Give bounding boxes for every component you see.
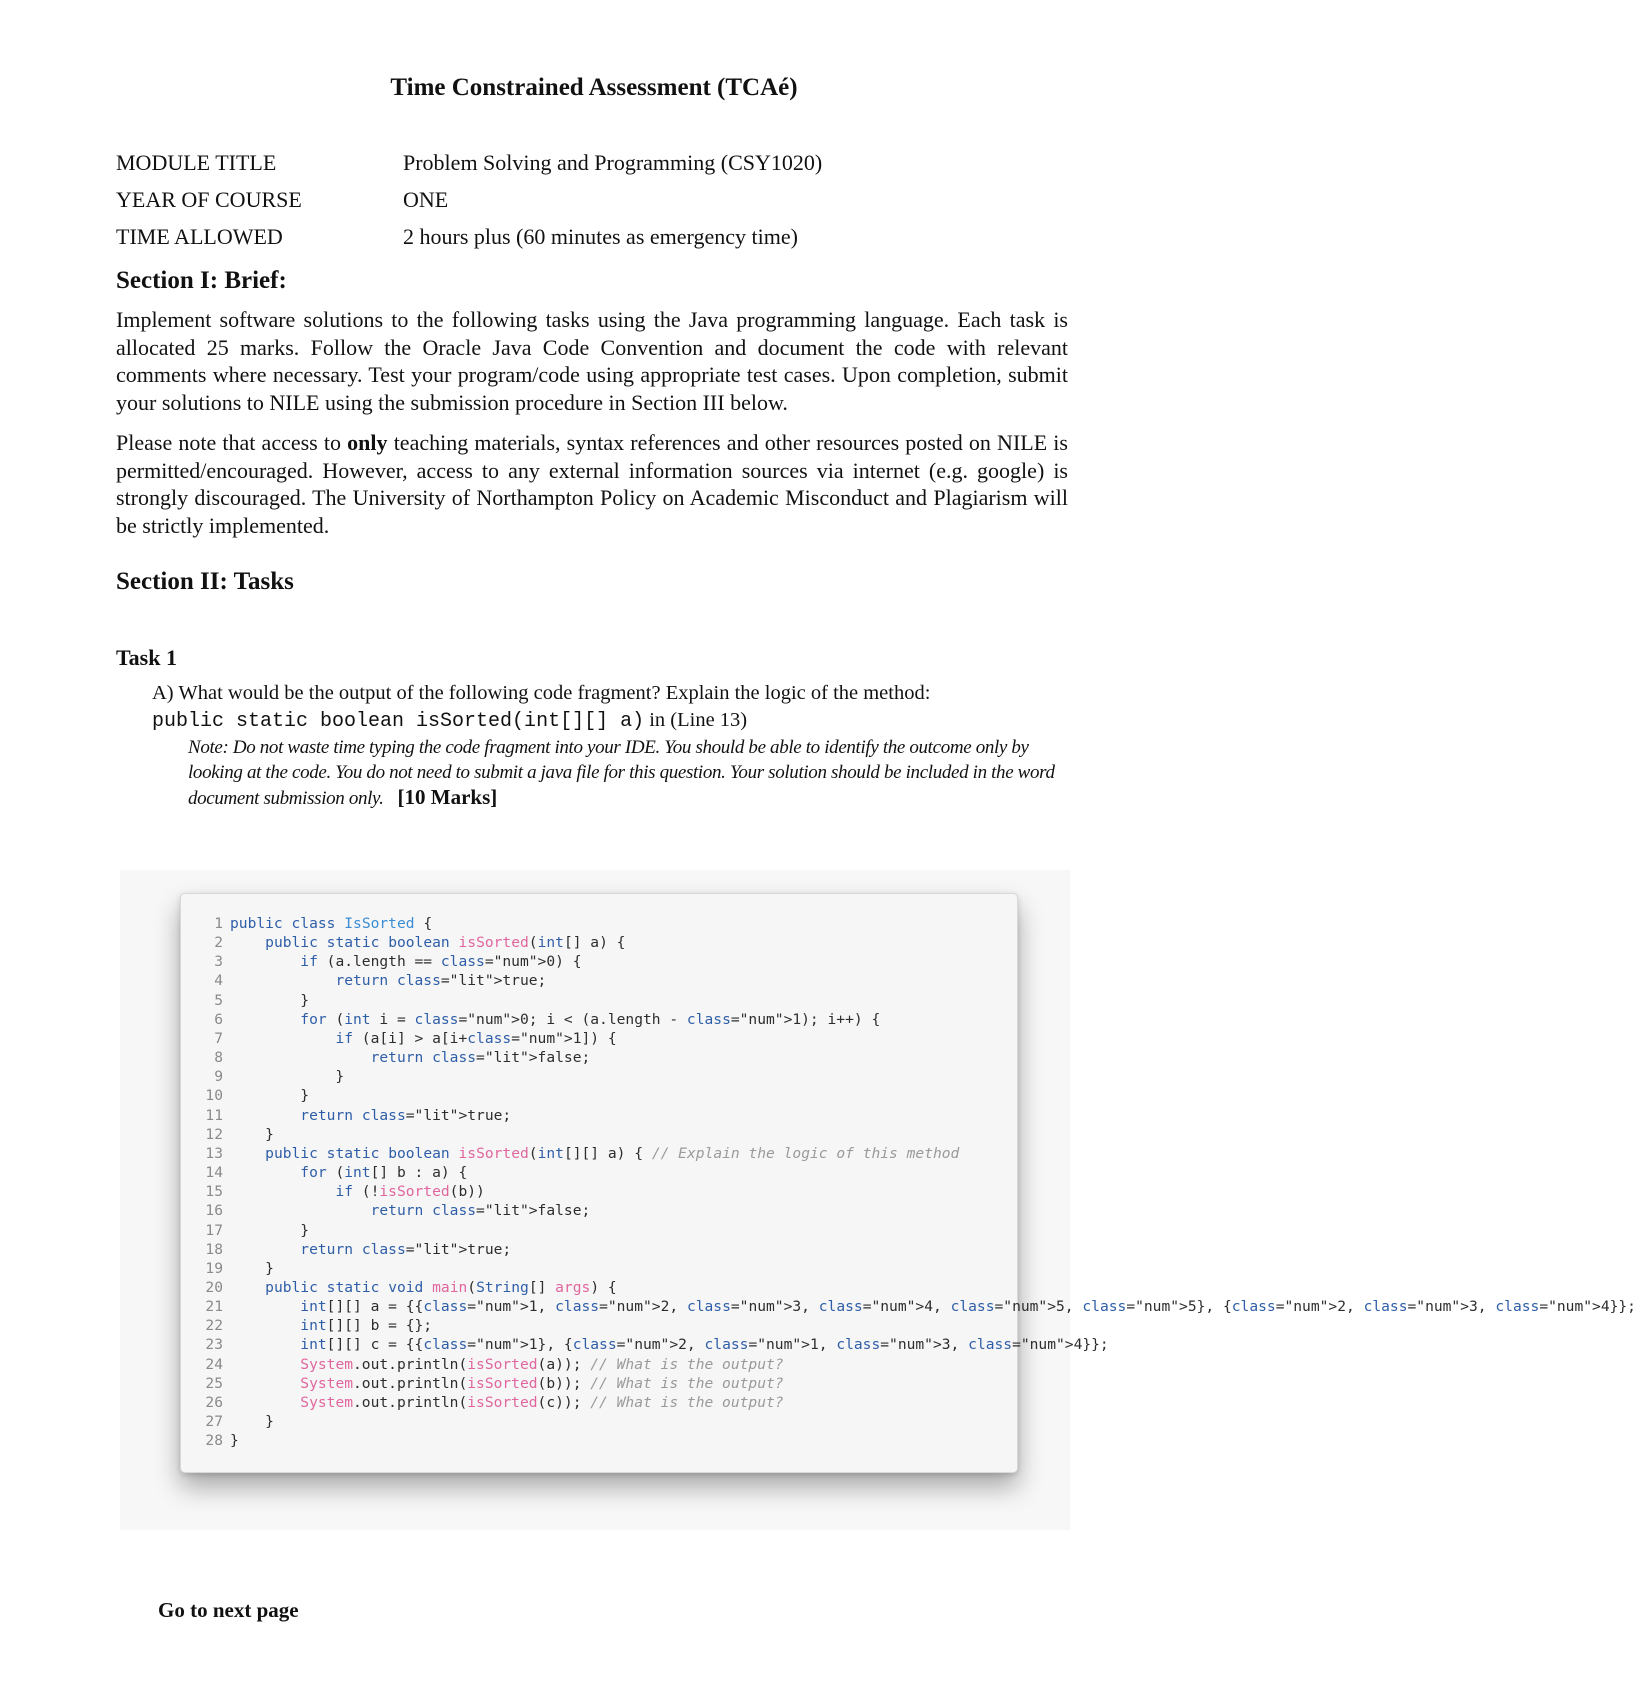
section2-heading: Section II: Tasks (116, 568, 294, 595)
marks-label: [10 Marks] (397, 785, 498, 809)
code-line (199, 914, 1636, 933)
line-number: 7 (214, 1029, 223, 1047)
code-text: System.out.println(isSorted(b)); // What is the output? (300, 1374, 784, 1392)
line-number: 20 (205, 1278, 223, 1296)
code-text: for (int[] b : a) { (300, 1164, 468, 1182)
code-line (199, 1106, 1636, 1125)
code-line (199, 933, 1636, 952)
code-line (199, 1029, 1636, 1048)
code-line (199, 1086, 1636, 1105)
code-text: } (230, 1068, 345, 1086)
line-number: 24 (205, 1355, 223, 1373)
module-info (116, 150, 822, 261)
code-line (199, 1355, 1636, 1374)
code-text: public static boolean isSorted(int[][] a) { // Explain the logic of this method (265, 1144, 960, 1162)
line-number: 3 (214, 953, 223, 971)
code-text: } (230, 1259, 274, 1277)
code-line (199, 1221, 1636, 1240)
code-text: int[][] a = {{class="num">1, class="num">2, class="num">3, class="num">4, class="num">5, class="num">5}, {class="num">2, class="num">3, class="num">4}}; (300, 1298, 1636, 1316)
line-number: 9 (214, 1068, 223, 1086)
code-text: if (a[i] > a[i+class="num">1]) { (335, 1029, 617, 1047)
line-number: 1 (214, 915, 223, 932)
code-line (199, 1010, 1636, 1029)
code-text: public class IsSorted { (230, 915, 433, 932)
code-text: } (230, 991, 310, 1009)
line-number: 4 (214, 972, 223, 990)
meta-key: YEAR OF COURSE (116, 187, 302, 212)
code-line (199, 1201, 1636, 1220)
code-text: return class="lit">true; (335, 972, 547, 990)
code-text: return class="lit">false; (370, 1202, 591, 1220)
code-line (199, 1067, 1636, 1086)
line-number: 12 (205, 1125, 223, 1143)
line-number: 10 (205, 1087, 223, 1105)
code-line (199, 1125, 1636, 1144)
line-number: 18 (205, 1240, 223, 1258)
code-text: return class="lit">true; (300, 1240, 512, 1258)
code-line (199, 1278, 1636, 1297)
task-question: A) What would be the output of the following code fragment? Explain the logic of the method: (152, 682, 931, 704)
meta-key: MODULE TITLE (116, 150, 277, 175)
code-line (199, 1259, 1636, 1278)
meta-key: TIME ALLOWED (116, 224, 283, 249)
brief-paragraph-2: Please note that access to only teaching materials, syntax references and other resources posted on NILE is permitted/encouraged. However, access to any external information sources via internet (e.g. google) is strongly discouraged. The University of Northampton Policy on Academic Misconduct and Plagiarism will be strictly implemented. (116, 430, 1068, 538)
module-title-row (116, 150, 822, 187)
code-text: } (230, 1413, 274, 1431)
code-text: System.out.println(isSorted(a)); // What is the output? (300, 1355, 784, 1373)
code-line (199, 1163, 1636, 1182)
task-title: Task 1 (116, 645, 177, 670)
line-number: 6 (214, 1010, 223, 1028)
code-text: return class="lit">true; (300, 1106, 512, 1124)
code-text: int[][] c = {{class="num">1}, {class="num">2, class="num">1, class="num">3, class="num">4}}; (300, 1336, 1109, 1354)
code-line (199, 1048, 1636, 1067)
emphasis-only: only (347, 430, 388, 455)
code-line (199, 1297, 1636, 1316)
code-line (199, 1144, 1636, 1163)
line-number: 5 (214, 991, 223, 1009)
code-line (199, 1412, 1636, 1431)
page-title: Time Constrained Assessment (TCAé) (390, 74, 798, 101)
line-number: 13 (205, 1144, 223, 1162)
line-number: 8 (214, 1049, 223, 1067)
code-text: public static boolean isSorted(int[] a) { (265, 934, 626, 952)
brief-paragraph-1: Implement software solutions to the following tasks using the Java programming language. Each task is allocated 25 marks. Follow the Oracle Java Code Convention and document the code with relevant comments where necessary. Test your program/code using appropriate test cases. Upon completion, submit your solutions to NILE using the submission procedure in Section III below. (116, 307, 1068, 415)
meta-value: Problem Solving and Programming (CSY1020) (403, 150, 823, 175)
section1-heading: Section I: Brief: (116, 267, 287, 294)
code-text: } (230, 1432, 239, 1450)
code-text: public static void main(String[] args) { (265, 1278, 617, 1296)
line-number: 26 (205, 1393, 223, 1411)
method-signature-line (152, 709, 747, 733)
code-text: if (!isSorted(b)) (335, 1183, 485, 1201)
code-text: return class="lit">false; (370, 1049, 591, 1067)
code-text: if (a.length == class="num">0) { (300, 953, 582, 971)
line-number: 28 (205, 1432, 223, 1450)
code-line (199, 971, 1636, 990)
meta-value: 2 hours plus (60 minutes as emergency time) (403, 224, 798, 249)
line-number: 27 (205, 1413, 223, 1431)
code-line (199, 1335, 1636, 1354)
line-number: 17 (205, 1221, 223, 1239)
code-screenshot (180, 893, 1636, 1473)
code-listing (199, 914, 1636, 1450)
line-number: 25 (205, 1374, 223, 1392)
meta-value: ONE (403, 187, 449, 212)
code-text: } (230, 1221, 310, 1239)
task-note (188, 736, 1068, 812)
code-text: } (230, 1125, 274, 1143)
code-text: System.out.println(isSorted(c)); // What is the output? (300, 1393, 784, 1411)
line-number: 21 (205, 1298, 223, 1316)
note-text: Note: Do not waste time typing the code fragment into your IDE. You should be able to identify the outcome only by looking at the code. You do not need to submit a java file for this question. Your solution should be included in the word document submission only. (188, 737, 1055, 809)
line-reference: in (Line 13) (644, 709, 748, 731)
code-text: } (230, 1087, 310, 1105)
line-number: 14 (205, 1164, 223, 1182)
code-line (199, 1182, 1636, 1201)
time-row (116, 224, 822, 261)
line-number: 19 (205, 1259, 223, 1277)
code-text: int[][] b = {}; (300, 1317, 433, 1335)
line-number: 15 (205, 1183, 223, 1201)
code-line (199, 1374, 1636, 1393)
line-number: 2 (214, 934, 223, 952)
code-line (199, 1316, 1636, 1335)
code-line (199, 1431, 1636, 1450)
line-number: 16 (205, 1202, 223, 1220)
year-row (116, 187, 822, 224)
code-text: for (int i = class="num">0; i < (a.length - class="num">1); i++) { (300, 1010, 881, 1028)
code-line (199, 952, 1636, 971)
code-line (199, 991, 1636, 1010)
line-number: 11 (205, 1106, 223, 1124)
line-number: 22 (205, 1317, 223, 1335)
code-line (199, 1393, 1636, 1412)
line-number: 23 (205, 1336, 223, 1354)
code-line (199, 1240, 1636, 1259)
next-page-note: Go to next page (158, 1598, 299, 1622)
method-signature-code: public static boolean isSorted(int[][] a) (152, 710, 645, 733)
